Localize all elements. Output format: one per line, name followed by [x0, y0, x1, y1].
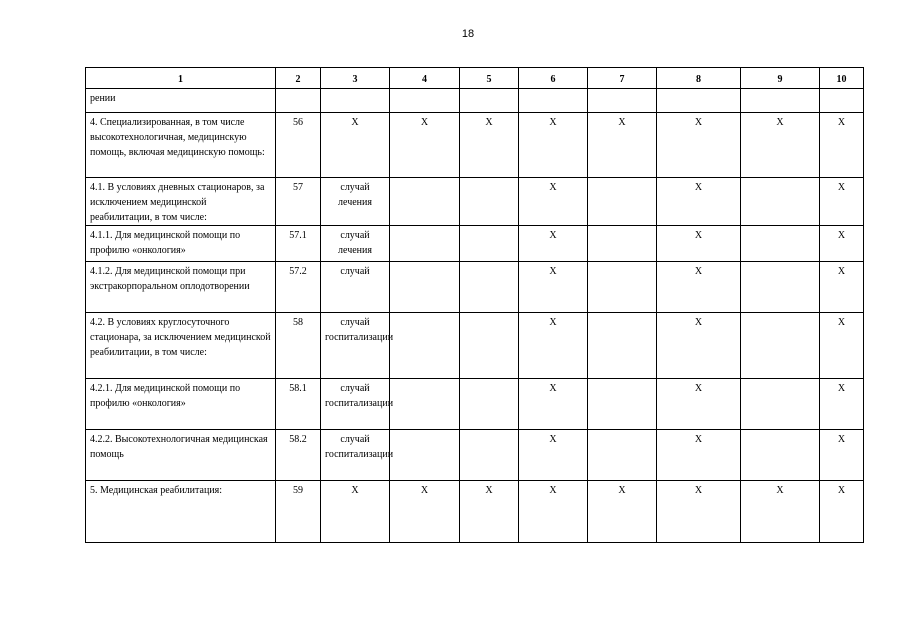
table-row — [86, 379, 864, 430]
cell-col-8: X — [657, 113, 741, 178]
cell-col-6: X — [519, 262, 588, 313]
cell-col-8: X — [657, 481, 741, 543]
cell-col-10: X — [820, 113, 864, 178]
cell-col-5 — [460, 178, 519, 226]
cell-col-5 — [460, 226, 519, 262]
cell-col-6 — [519, 89, 588, 113]
cell-col-7 — [588, 379, 657, 430]
cell-col-5 — [460, 262, 519, 313]
cell-col-6: X — [519, 481, 588, 543]
cell-name: 4.2.1. Для медицинской помощи по профилю «онкология» — [86, 379, 276, 430]
cell-col-6: X — [519, 379, 588, 430]
cell-col-10: X — [820, 379, 864, 430]
cell-row-number — [276, 89, 321, 113]
cell-unit: случай госпитализации — [321, 379, 390, 430]
cell-unit: случай — [321, 262, 390, 313]
cell-col-10: X — [820, 178, 864, 226]
header-cell: 6 — [519, 68, 588, 89]
table-row — [86, 178, 864, 226]
cell-col-10 — [820, 89, 864, 113]
cell-col-8: X — [657, 313, 741, 379]
cell-name: рении — [86, 89, 276, 113]
data-table — [85, 67, 864, 543]
table-row — [86, 481, 864, 543]
cell-col-7 — [588, 313, 657, 379]
cell-unit: случай лечения — [321, 178, 390, 226]
header-cell: 8 — [657, 68, 741, 89]
cell-col-8: X — [657, 226, 741, 262]
header-row — [86, 68, 864, 89]
header-cell: 4 — [390, 68, 460, 89]
cell-col-7 — [588, 430, 657, 481]
cell-col-10: X — [820, 262, 864, 313]
cell-col-7 — [588, 226, 657, 262]
cell-col-5 — [460, 313, 519, 379]
cell-col-4 — [390, 262, 460, 313]
cell-unit: случай лечения — [321, 226, 390, 262]
cell-col-8: X — [657, 178, 741, 226]
cell-col-9 — [741, 262, 820, 313]
cell-col-8: X — [657, 379, 741, 430]
cell-unit: X — [321, 113, 390, 178]
cell-col-5 — [460, 89, 519, 113]
table-row — [86, 89, 864, 113]
cell-col-10: X — [820, 430, 864, 481]
cell-col-10: X — [820, 481, 864, 543]
cell-col-4: X — [390, 481, 460, 543]
cell-row-number: 58 — [276, 313, 321, 379]
cell-row-number: 57 — [276, 178, 321, 226]
cell-col-8 — [657, 89, 741, 113]
cell-col-5 — [460, 379, 519, 430]
header-cell: 10 — [820, 68, 864, 89]
cell-col-8: X — [657, 430, 741, 481]
cell-col-7 — [588, 262, 657, 313]
cell-col-4 — [390, 178, 460, 226]
cell-row-number: 56 — [276, 113, 321, 178]
cell-col-6: X — [519, 313, 588, 379]
cell-col-7 — [588, 89, 657, 113]
cell-col-4 — [390, 313, 460, 379]
cell-col-6: X — [519, 226, 588, 262]
cell-col-4: X — [390, 113, 460, 178]
cell-col-10: X — [820, 313, 864, 379]
cell-col-9 — [741, 226, 820, 262]
cell-name: 5. Медицинская реабилитация: — [86, 481, 276, 543]
cell-col-6: X — [519, 178, 588, 226]
cell-name: 4.2. В условиях круглосуточного стационара, за исключением медицинской реабилитации, в том числе: — [86, 313, 276, 379]
table-row — [86, 430, 864, 481]
cell-unit: случай госпитализации — [321, 313, 390, 379]
table-row — [86, 262, 864, 313]
cell-unit: случай госпитализации — [321, 430, 390, 481]
page-number: 18 — [461, 28, 475, 40]
cell-col-6: X — [519, 113, 588, 178]
cell-unit — [321, 89, 390, 113]
cell-col-5: X — [460, 113, 519, 178]
cell-name: 4.1.2. Для медицинской помощи при экстракорпоральном оплодотворении — [86, 262, 276, 313]
header-cell: 9 — [741, 68, 820, 89]
header-cell: 1 — [86, 68, 276, 89]
header-cell: 5 — [460, 68, 519, 89]
cell-col-5 — [460, 430, 519, 481]
cell-col-5: X — [460, 481, 519, 543]
cell-col-4 — [390, 89, 460, 113]
cell-col-7 — [588, 178, 657, 226]
header-cell: 2 — [276, 68, 321, 89]
cell-col-7: X — [588, 113, 657, 178]
cell-col-9 — [741, 313, 820, 379]
cell-row-number: 58.2 — [276, 430, 321, 481]
cell-col-8: X — [657, 262, 741, 313]
cell-col-9 — [741, 178, 820, 226]
cell-col-6: X — [519, 430, 588, 481]
cell-col-9 — [741, 379, 820, 430]
cell-row-number: 58.1 — [276, 379, 321, 430]
table-row — [86, 113, 864, 178]
cell-col-4 — [390, 379, 460, 430]
cell-name: 4.1. В условиях дневных стационаров, за исключением медицинской реабилитации, в том числе: — [86, 178, 276, 226]
cell-col-9: X — [741, 113, 820, 178]
cell-row-number: 57.1 — [276, 226, 321, 262]
cell-name: 4.1.1. Для медицинской помощи по профилю «онкология» — [86, 226, 276, 262]
cell-col-9: X — [741, 481, 820, 543]
table-row — [86, 226, 864, 262]
cell-name: 4. Специализированная, в том числе высокотехнологичная, медицинскую помощь, включая медицинскую помощь: — [86, 113, 276, 178]
cell-col-4 — [390, 430, 460, 481]
cell-row-number: 57.2 — [276, 262, 321, 313]
cell-col-9 — [741, 89, 820, 113]
cell-row-number: 59 — [276, 481, 321, 543]
cell-col-4 — [390, 226, 460, 262]
table-row — [86, 313, 864, 379]
cell-col-9 — [741, 430, 820, 481]
header-cell: 3 — [321, 68, 390, 89]
cell-unit: X — [321, 481, 390, 543]
cell-col-10: X — [820, 226, 864, 262]
cell-name: 4.2.2. Высокотехнологичная медицинская помощь — [86, 430, 276, 481]
header-cell: 7 — [588, 68, 657, 89]
cell-col-7: X — [588, 481, 657, 543]
